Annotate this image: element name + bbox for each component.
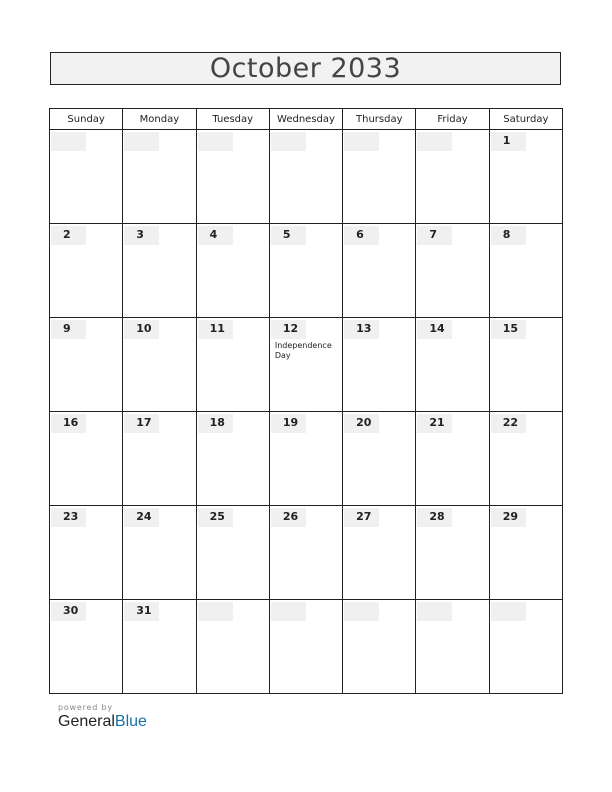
day-number: 18 bbox=[198, 414, 233, 433]
day-cell[interactable] bbox=[343, 318, 416, 412]
day-cell[interactable] bbox=[343, 506, 416, 600]
day-cell[interactable] bbox=[343, 224, 416, 318]
day-number: 16 bbox=[51, 414, 86, 433]
day-number: 15 bbox=[491, 320, 526, 339]
day-cell[interactable] bbox=[343, 130, 416, 224]
day-cell[interactable] bbox=[269, 318, 342, 412]
day-cell[interactable] bbox=[123, 130, 196, 224]
calendar-body bbox=[50, 130, 563, 694]
day-number bbox=[271, 602, 306, 621]
day-number: 30 bbox=[51, 602, 86, 621]
day-number: 10 bbox=[124, 320, 159, 339]
day-cell[interactable] bbox=[196, 224, 269, 318]
day-number: 1 bbox=[491, 132, 526, 151]
week-row bbox=[50, 412, 563, 506]
day-number: 9 bbox=[51, 320, 86, 339]
day-number: 5 bbox=[271, 226, 306, 245]
day-number: 19 bbox=[271, 414, 306, 433]
day-number bbox=[344, 132, 379, 151]
week-row bbox=[50, 130, 563, 224]
week-row bbox=[50, 224, 563, 318]
day-number bbox=[344, 602, 379, 621]
day-cell[interactable] bbox=[196, 130, 269, 224]
day-number: 2 bbox=[51, 226, 86, 245]
day-cell[interactable] bbox=[196, 600, 269, 694]
day-cell[interactable] bbox=[123, 318, 196, 412]
day-cell[interactable] bbox=[489, 412, 562, 506]
day-number bbox=[491, 602, 526, 621]
week-row bbox=[50, 600, 563, 694]
day-cell[interactable] bbox=[416, 318, 489, 412]
day-number: 27 bbox=[344, 508, 379, 527]
day-number: 13 bbox=[344, 320, 379, 339]
day-number: 20 bbox=[344, 414, 379, 433]
footer bbox=[58, 703, 147, 731]
day-cell[interactable] bbox=[489, 506, 562, 600]
weekday-header-friday: Friday bbox=[416, 109, 489, 130]
day-cell[interactable] bbox=[50, 318, 123, 412]
day-number: 24 bbox=[124, 508, 159, 527]
brand-logo bbox=[58, 713, 147, 731]
day-cell[interactable] bbox=[50, 600, 123, 694]
day-cell[interactable] bbox=[343, 412, 416, 506]
day-cell[interactable] bbox=[416, 600, 489, 694]
day-cell[interactable] bbox=[269, 412, 342, 506]
day-cell[interactable] bbox=[489, 224, 562, 318]
day-cell[interactable] bbox=[269, 506, 342, 600]
day-number bbox=[124, 132, 159, 151]
brand-general: General bbox=[58, 713, 115, 730]
day-number: 11 bbox=[198, 320, 233, 339]
weekday-header-wednesday: Wednesday bbox=[269, 109, 342, 130]
week-row bbox=[50, 318, 563, 412]
day-cell[interactable] bbox=[269, 600, 342, 694]
day-cell[interactable] bbox=[196, 506, 269, 600]
day-cell[interactable] bbox=[416, 224, 489, 318]
day-cell[interactable] bbox=[50, 130, 123, 224]
day-cell[interactable] bbox=[489, 130, 562, 224]
day-number: 26 bbox=[271, 508, 306, 527]
day-cell[interactable] bbox=[123, 506, 196, 600]
day-cell[interactable] bbox=[489, 318, 562, 412]
calendar-title: October 2033 bbox=[209, 53, 402, 84]
day-cell[interactable] bbox=[343, 600, 416, 694]
weekday-header-saturday: Saturday bbox=[489, 109, 562, 130]
weekday-header-tuesday: Tuesday bbox=[196, 109, 269, 130]
day-number: 28 bbox=[417, 508, 452, 527]
day-number bbox=[271, 132, 306, 151]
weekday-header-row bbox=[50, 109, 563, 130]
day-cell[interactable] bbox=[50, 506, 123, 600]
brand-blue: Blue bbox=[114, 713, 147, 730]
powered-by-text: powered by bbox=[58, 703, 113, 712]
day-number: 3 bbox=[124, 226, 159, 245]
day-number: 25 bbox=[198, 508, 233, 527]
day-number: 21 bbox=[417, 414, 452, 433]
calendar-grid bbox=[49, 108, 563, 694]
day-number bbox=[198, 602, 233, 621]
calendar-title-box bbox=[50, 52, 561, 85]
day-cell[interactable] bbox=[50, 412, 123, 506]
day-cell[interactable] bbox=[416, 412, 489, 506]
day-cell[interactable] bbox=[269, 224, 342, 318]
day-number: 8 bbox=[491, 226, 526, 245]
weekday-header-thursday: Thursday bbox=[343, 109, 416, 130]
day-number: 29 bbox=[491, 508, 526, 527]
day-cell[interactable] bbox=[123, 600, 196, 694]
weekday-header-monday: Monday bbox=[123, 109, 196, 130]
day-cell[interactable] bbox=[489, 600, 562, 694]
day-number bbox=[198, 132, 233, 151]
day-cell[interactable] bbox=[416, 130, 489, 224]
day-number bbox=[417, 602, 452, 621]
day-cell[interactable] bbox=[196, 412, 269, 506]
day-cell[interactable] bbox=[123, 412, 196, 506]
day-number: 22 bbox=[491, 414, 526, 433]
day-number: 4 bbox=[198, 226, 233, 245]
day-number bbox=[417, 132, 452, 151]
day-number: 14 bbox=[417, 320, 452, 339]
week-row bbox=[50, 506, 563, 600]
day-number: 31 bbox=[124, 602, 159, 621]
day-number: 23 bbox=[51, 508, 86, 527]
day-number: 12 bbox=[271, 320, 306, 339]
event-label: Independence Day bbox=[274, 341, 332, 360]
day-number: 6 bbox=[344, 226, 379, 245]
day-cell[interactable] bbox=[123, 224, 196, 318]
day-cell[interactable] bbox=[196, 318, 269, 412]
day-number bbox=[51, 132, 86, 151]
day-cell[interactable] bbox=[50, 224, 123, 318]
day-number: 17 bbox=[124, 414, 159, 433]
weekday-header-sunday: Sunday bbox=[50, 109, 123, 130]
day-cell[interactable] bbox=[416, 506, 489, 600]
day-number: 7 bbox=[417, 226, 452, 245]
day-cell[interactable] bbox=[269, 130, 342, 224]
